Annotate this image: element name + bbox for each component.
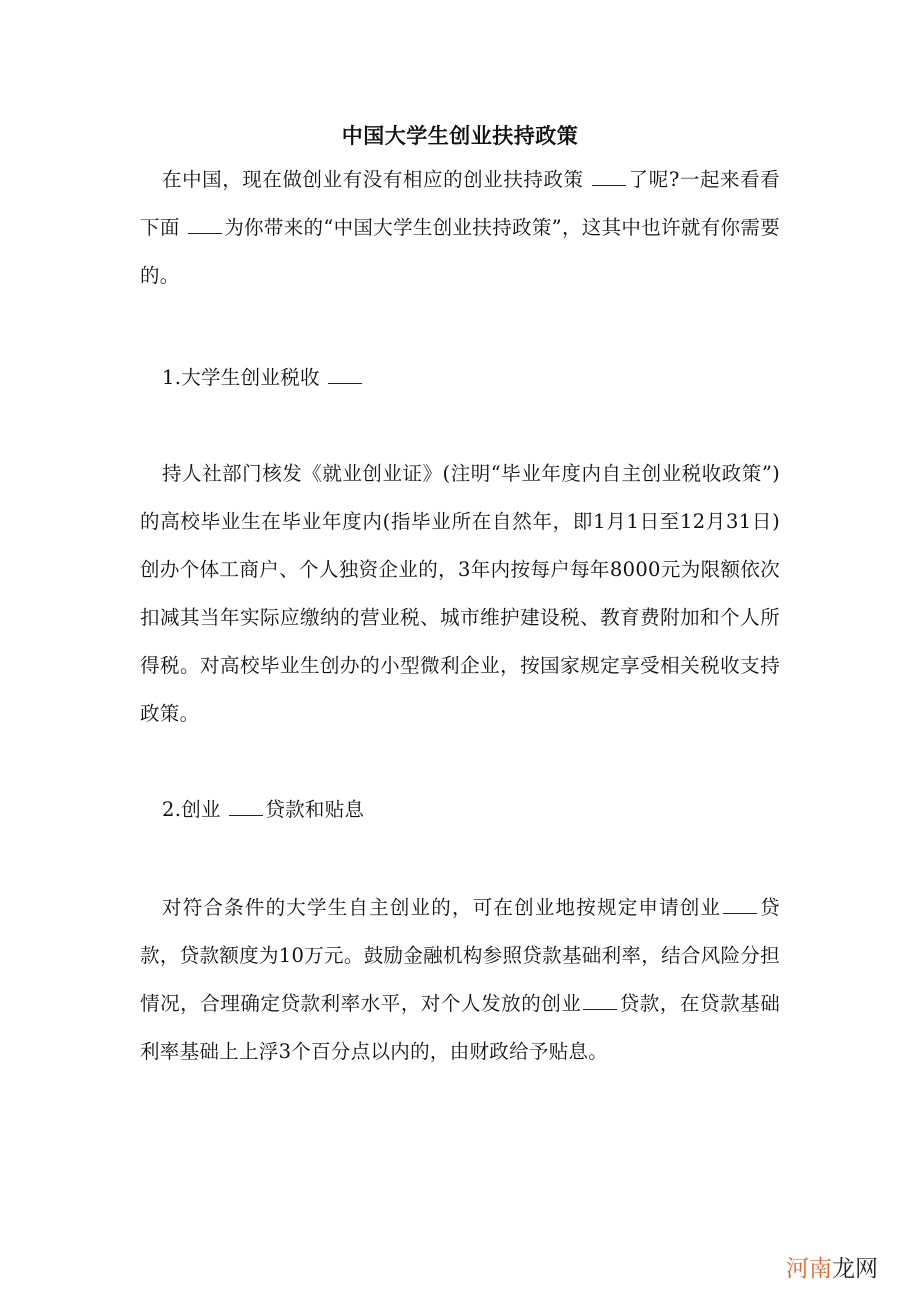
section-2-body-text-1: 对符合条件的大学生自主创业的，可在创业地按规定申请创业 — [162, 896, 722, 919]
intro-paragraph — [140, 156, 780, 300]
section-2-body — [140, 884, 780, 1076]
intro-text-1: 在中国，现在做创业有没有相应的创业扶持政策 — [162, 168, 591, 191]
document-title: 中国大学生创业扶持政策 — [341, 124, 579, 148]
section-2-heading-text-2: 贷款和贴息 — [265, 798, 365, 821]
section-2-heading-text-1: 2.创业 — [162, 798, 228, 821]
watermark-text-dark: 龙网 — [832, 1256, 878, 1282]
blank-underline — [583, 995, 617, 1010]
blank-underline — [188, 219, 222, 234]
blank-underline — [723, 899, 757, 914]
section-2-body-text-3: 贷款，在贷款基础利率基础上上浮3个百分点以内的，由财政给予贴息。 — [140, 992, 780, 1063]
section-2-body-text-2: 贷款，贷款额度为10万元。鼓励金融机构参照贷款基础利率，结合风险分担情况，合理确定贷款利率水平，对个人发放的创业 — [140, 896, 780, 1015]
intro-text-2: 了呢?一起来看看下面 — [140, 168, 780, 239]
blank-underline — [592, 171, 626, 186]
intro-text-3: 为你带来的“中国大学生创业扶持政策”，这其中也许就有你需要的。 — [140, 216, 780, 287]
blank-underline — [328, 369, 362, 384]
blank-underline — [229, 801, 263, 816]
watermark-text-accent: 河南 — [786, 1256, 832, 1282]
site-watermark-logo — [786, 1255, 878, 1283]
section-1-body: 持人社部门核发《就业创业证》(注明“毕业年度内自主创业税收政策”)的高校毕业生在毕业年度内(指毕业所在自然年，即1月1日至12月31日)创办个体工商户、个人独资企业的，3年内按每户每年8000元为限额依次扣减其当年实际应缴纳的营业税、城市维护建设税、教育费附加和个人所得税。对高校毕业生创办的小型微利企业，按国家规定享受相关税收支持政策。 — [140, 462, 780, 725]
section-1-heading — [162, 362, 364, 394]
section-1-heading-text: 1.大学生创业税收 — [162, 366, 327, 389]
section-2-heading — [162, 794, 364, 826]
